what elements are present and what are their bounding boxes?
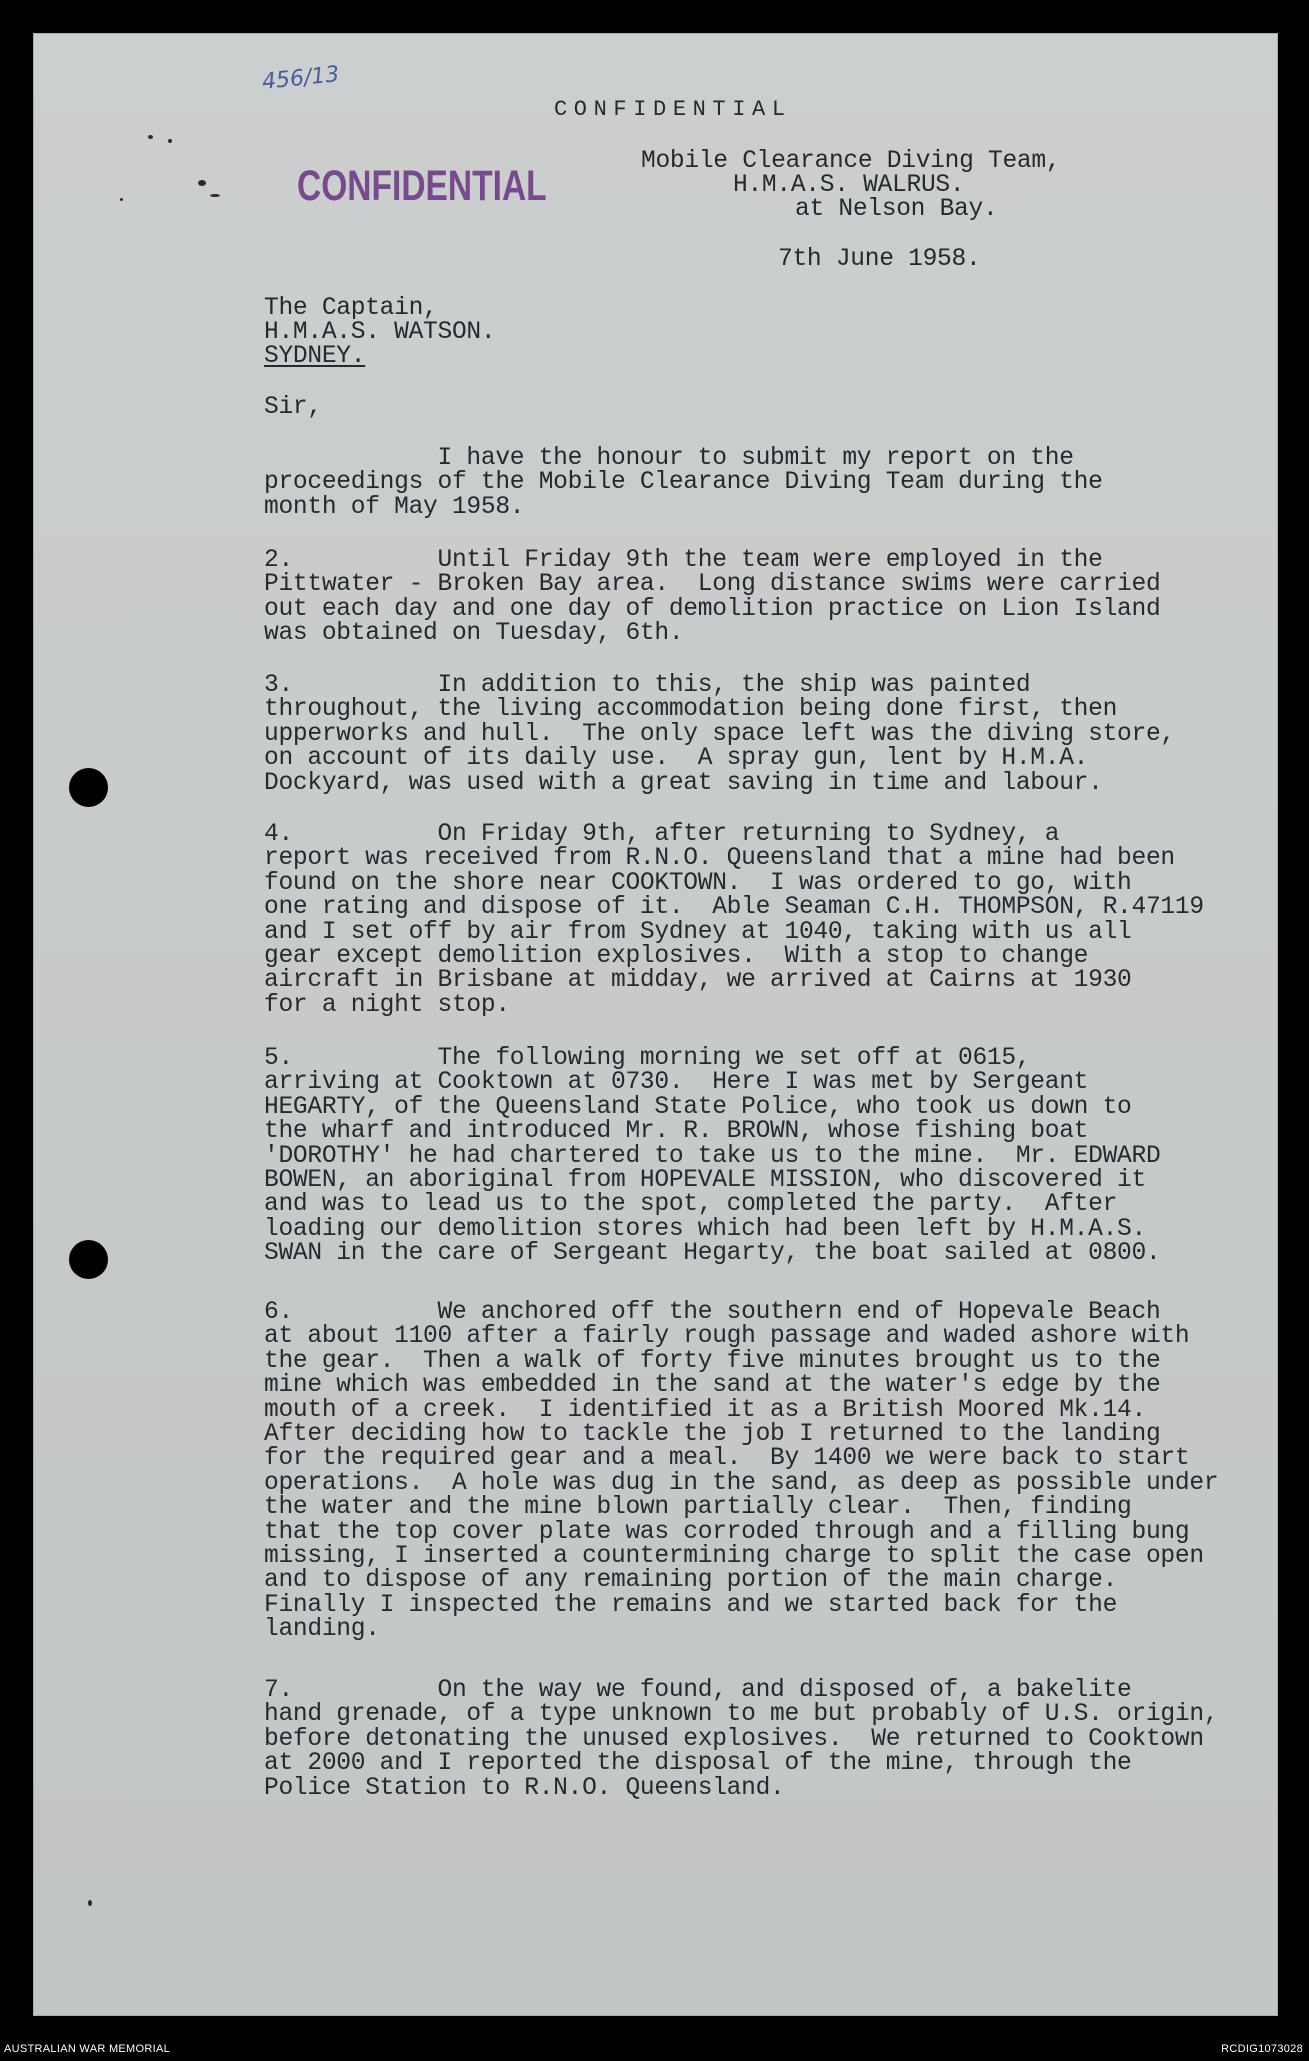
paper-speck — [168, 139, 172, 143]
body-line: landing. — [264, 1616, 380, 1644]
body-line: aircraft in Brisbane at midday, we arrived at Cairns at 1930 — [264, 967, 1132, 995]
body-line: and I set off by air from Sydney at 1040, taking with us all — [264, 918, 1132, 946]
body-line: on account of its daily use. A spray gun, lent by H.M.A. — [264, 745, 1089, 773]
body-line: After deciding how to tackle the job I returned to the landing — [264, 1421, 1161, 1448]
sender-line: Mobile Clearance Diving Team, — [641, 148, 1061, 175]
body-line: for the required gear and a meal. By 1400 we were back to start — [264, 1445, 1190, 1473]
body-line: out each day and one day of demolition practice on Lion Island — [264, 595, 1161, 623]
body-line: 7. On the way we found, and disposed of, a bakelite — [264, 1677, 1132, 1704]
body-line: hand grenade, of a type unknown to me but probably of U.S. origin, — [264, 1701, 1219, 1729]
body-line: mouth of a creek. I identified it as a British Moored Mk.14. — [264, 1396, 1146, 1424]
body-line: and was to lead us to the spot, completed the party. After — [264, 1191, 1118, 1219]
body-line: and to dispose of any remaining portion of the main charge. — [264, 1567, 1118, 1595]
body-line: mine which was embedded in the sand at the water's edge by the — [264, 1372, 1161, 1400]
body-line: Pittwater - Broken Bay area. Long distance swims were carried — [264, 571, 1161, 599]
recipient-line: The Captain, — [264, 295, 438, 322]
body-line: loading our demolition stores which had been left by H.M.A.S. — [264, 1215, 1146, 1243]
body-line: missing, I inserted a countermining charge to split the case open — [264, 1543, 1204, 1570]
body-line: the wharf and introduced Mr. R. BROWN, whose fishing boat — [264, 1118, 1089, 1146]
footer-record-id: RCDIG1073028 — [1221, 2043, 1303, 2055]
body-line: Finally I inspected the remains and we started back for the — [264, 1591, 1118, 1619]
footer-archive-name: AUSTRALIAN WAR MEMORIAL — [4, 2043, 171, 2055]
confidential-stamp: CONFIDENTIAL — [297, 162, 547, 210]
body-line: report was received from R.N.O. Queensland that a mine had been — [264, 845, 1175, 873]
paper-speck — [120, 198, 123, 201]
body-line: 6. We anchored off the southern end of Hopevale Beach — [264, 1299, 1161, 1326]
body-line: operations. A hole was dug in the sand, as deep as possible under — [264, 1469, 1219, 1497]
recipient-line: H.M.A.S. WATSON. — [264, 319, 496, 346]
sender-line: H.M.A.S. WALRUS. — [733, 172, 965, 199]
body-line: 4. On Friday 9th, after returning to Sydney, a — [264, 821, 1060, 848]
body-line: at 2000 and I reported the disposal of the mine, through the — [264, 1750, 1132, 1778]
body-line: one rating and dispose of it. Able Seaman C.H. THOMPSON, R.47119 — [264, 894, 1204, 922]
body-line: the gear. Then a walk of forty five minutes brought us to the — [264, 1347, 1161, 1375]
body-line: 2. Until Friday 9th the team were employed in the — [264, 547, 1103, 574]
body-line: 'DOROTHY' he had chartered to take us to the mine. Mr. EDWARD — [264, 1142, 1161, 1170]
body-line: for a night stop. — [264, 991, 510, 1019]
body-line: SWAN in the care of Sergeant Hegarty, the boat sailed at 0800. — [264, 1240, 1161, 1268]
handwritten-reference-number: 456/13 — [260, 62, 341, 95]
body-line: Police Station to R.N.O. Queensland. — [264, 1774, 785, 1802]
body-line: I have the honour to submit my report on the — [264, 445, 1074, 472]
paper-speck — [88, 1900, 92, 1906]
paper-speck — [148, 135, 153, 139]
paper-speck — [210, 194, 220, 197]
body-line: upperworks and hull. The only space left was the diving store, — [264, 720, 1175, 748]
body-line: the water and the mine blown partially clear. Then, finding — [264, 1494, 1132, 1522]
letter-date: 7th June 1958. — [778, 246, 981, 273]
body-line: throughout, the living accommodation being done first, then — [264, 696, 1118, 724]
punch-hole — [69, 768, 108, 807]
body-line: BOWEN, an aboriginal from HOPEVALE MISSION, who discovered it — [264, 1167, 1146, 1194]
paper-speck — [198, 180, 206, 186]
salutation: Sir, — [264, 394, 322, 421]
body-line: month of May 1958. — [264, 493, 525, 521]
body-line: was obtained on Tuesday, 6th. — [264, 620, 684, 648]
confidential-heading: CONFIDENTIAL — [554, 97, 792, 122]
body-line: found on the shore near COOKTOWN. I was ordered to go, with — [264, 869, 1132, 897]
recipient-city: SYDNEY. — [264, 343, 366, 370]
body-line: at about 1100 after a fairly rough passage and waded ashore with — [264, 1323, 1190, 1351]
body-line: arriving at Cooktown at 0730. Here I was met by Sergeant — [264, 1069, 1089, 1097]
body-line: gear except demolition explosives. With a stop to change — [264, 943, 1089, 970]
body-line: HEGARTY, of the Queensland State Police, who took us down to — [264, 1093, 1132, 1121]
sender-line: at Nelson Bay. — [795, 196, 998, 223]
punch-hole — [69, 1240, 108, 1279]
body-line: Dockyard, was used with a great saving in time and labour. — [264, 769, 1103, 797]
body-line: 5. The following morning we set off at 0615, — [264, 1045, 1031, 1072]
body-line: proceedings of the Mobile Clearance Diving Team during the — [264, 469, 1103, 497]
body-line: before detonating the unused explosives. We returned to Cooktown — [264, 1725, 1204, 1753]
body-line: 3. In addition to this, the ship was painted — [264, 672, 1031, 699]
body-line: that the top cover plate was corroded through and a filling bung — [264, 1518, 1190, 1546]
